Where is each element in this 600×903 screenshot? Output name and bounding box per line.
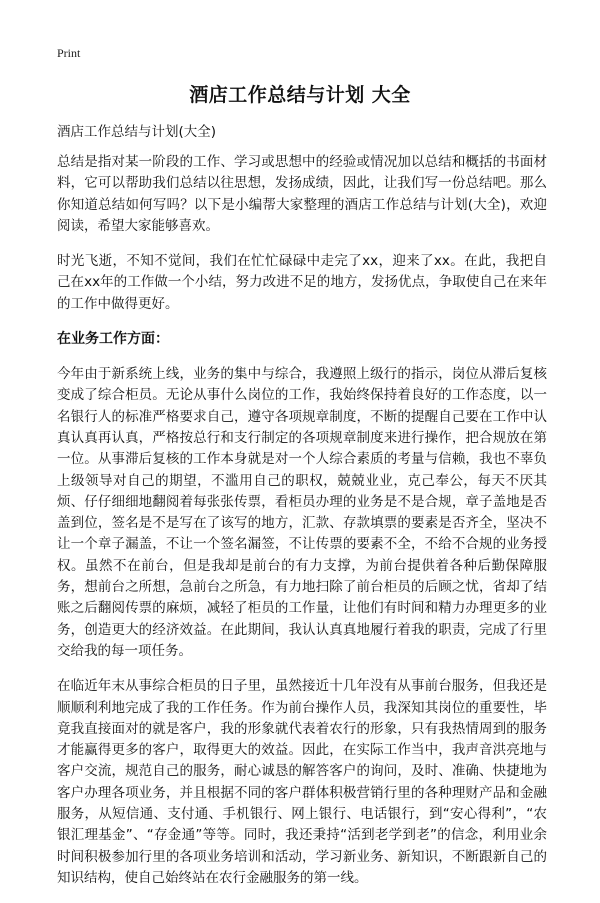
intro-paragraph: 总结是指对某一阶段的工作、学习或思想中的经验或情况加以总结和概括的书面材料，它可以帮助我们总结以往思想，发扬成绩，因此，让我们写一份总结吧。那么你知道总结如何写吗？以下是小编帮大家整理的酒店工作总结与计划(大全)，欢迎阅读，希望大家能够喜欢。 xyxy=(57,154,547,234)
body-paragraph-1: 今年由于新系统上线，业务的集中与综合，我遵照上级行的指示，岗位从滞后复核变成了综合柜员。无论从事什么岗位的工作，我始终保持着良好的工作态度，以一名银行人的标准严格要求自己，遵守各项规章制度，不断的提醒自己要在工作中认真认真再认真，严格按总行和支行制定的各项规章制度来进行操作，把合规放在第一位。从事滞后复核的工作本身就是对一个人综合素质的考量与信赖，我也不辜负上级领导对自己的期望，不滥用自己的职权，兢兢业业，克己奉公，每天不厌其烦、仔仔细细地翻阅着每张张传票，看柜员办理的业务是不是合规，章子盖地是否盖到位，签名是不是写在了该写的地方，汇款、存款填票的要素是否齐全，坚决不让一个章子漏盖，不让一个签名漏签，不让传票的要素不全，不给不合规的业务授权。虽然不在前台，但是我却是前台的有力支撑，为前台提供着各种后勤保障服务，想前台之所想，急前台之所急，有力地扫除了前台柜员的后顾之忧，省却了结账之后翻阅传票的麻烦，减轻了柜员的工作量，让他们有时间和精力办理更多的业务，创造更大的经济效益。在此期间，我认认真真地履行着我的职责，完成了行里交给我的每一项任务。 xyxy=(57,366,547,659)
section-heading: 在业务工作方面： xyxy=(57,331,169,348)
article-body xyxy=(57,122,547,903)
opening-paragraph: 时光飞逝，不知不觉间，我们在忙忙碌碌中走完了xx，迎来了xx。在此，我把自己在xx年的工作做一个小结，努力改进不足的地方，发扬优点，争取使自己在来年的工作中做得更好。 xyxy=(57,253,547,312)
body-paragraph-2: 在临近年末从事综合柜员的日子里，虽然接近十几年没有从事前台服务，但我还是顺顺利利地完成了我的工作任务。作为前台操作人员，我深知其岗位的重要性，毕竟我直接面对的就是客户，我的形象就代表着农行的形象，只有我热情周到的服务才能赢得更多的客户，取得更大的效益。因此，在实际工作当中，我声音洪亮地与客户交流，规范自己的服务，耐心诚恳的解答客户的询问，及时、准确、快捷地为客户办理各项业务，并且根据不同的客户群体积极营销行里的各种理财产品和金融服务，从短信通、支付通、手机银行、网上银行、电话银行，到“安心得利”，“农银汇理基金”、“存金通”等等。同时，我还秉持“活到老学到老”的信念，利用业余时间积极参加行里的各项业务培训和活动，学习新业务、新知识，不断跟新自己的知识结构，使自己始终站在农行金融服务的第一线。 xyxy=(57,678,547,886)
print-link[interactable]: Print xyxy=(57,46,81,60)
page-title: 酒店工作总结与计划 大全 xyxy=(189,84,411,106)
article-subtitle: 酒店工作总结与计划(大全) xyxy=(57,124,217,140)
